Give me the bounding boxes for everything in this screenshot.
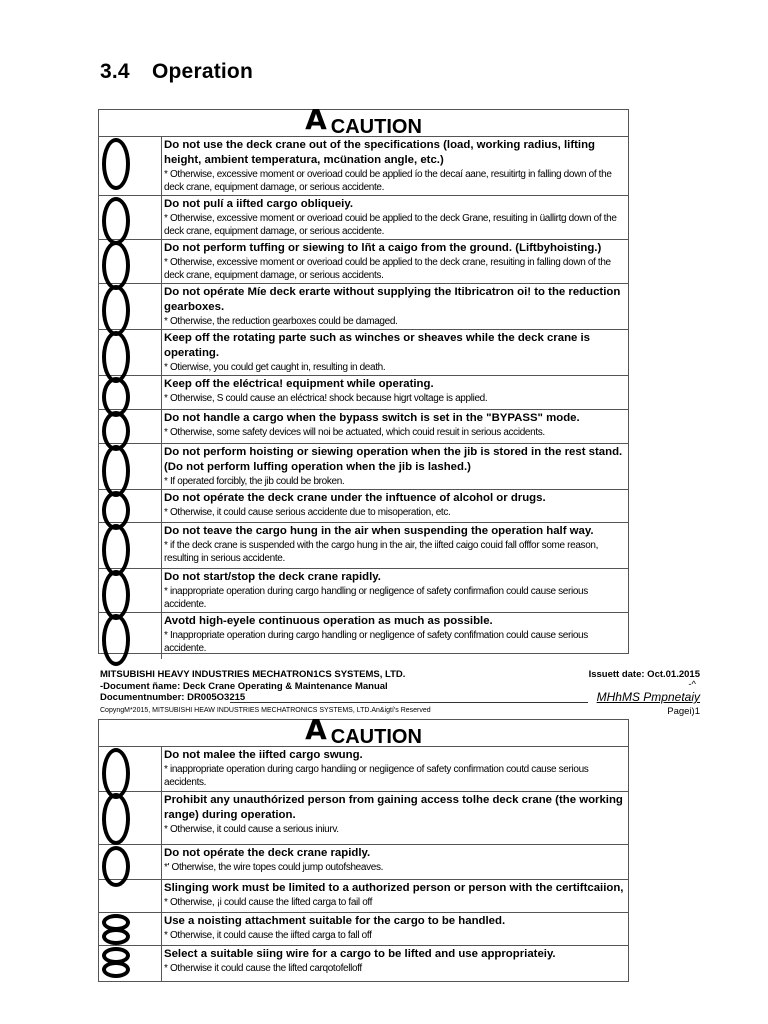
caution-table-1: [99, 136, 628, 659]
warning-triangle-icon: A: [305, 713, 327, 746]
text-cell: [162, 845, 629, 880]
caution-note: * inappropriate operation during cargo handling or negligence of safety confirmafion could cause serious accidente.: [164, 586, 588, 610]
caution-note: * Otherwise, it could cause serious accidente due to misoperation, etc.: [164, 507, 451, 518]
caution-heading: Do not opérate the deck crane rapidly.: [164, 847, 371, 859]
icon-cell: [99, 284, 162, 330]
text-cell: [162, 330, 629, 376]
caution-note: * Otherwise, it could cause a serious iniurv.: [164, 824, 339, 835]
revision-mark: -^: [688, 679, 696, 690]
caution-heading: Do not use the deck crane out of the specifications (load, working radius, lifting height, ambient temperatura, mcünation angle, etc.): [164, 139, 595, 166]
icon-cell: [99, 490, 162, 523]
caution-row: [99, 490, 628, 523]
text-cell: [162, 376, 629, 410]
caution-row: [99, 913, 628, 946]
caution-title-2: CAUTION: [330, 726, 422, 748]
document-name: -Document ñame: Deck Crane Operating & Maintenance Manual: [100, 681, 388, 692]
caution-heading: Use a noisting attachment suitable for the cargo to be handled.: [164, 915, 506, 927]
icon-cell: [99, 913, 162, 946]
caution-note: * Otherwise it could cause the lifted carqotofelloff: [164, 963, 362, 974]
text-cell: [162, 569, 629, 613]
footer-rule: [230, 702, 588, 703]
icon-cell: [99, 845, 162, 880]
section-number: 3.4: [100, 60, 130, 83]
caution-row: [99, 137, 628, 196]
issue-date: Issuett date: Oct.01.2015: [588, 669, 700, 680]
text-cell: [162, 490, 629, 523]
icon-cell: [99, 880, 162, 913]
text-cell: [162, 523, 629, 569]
text-cell: [162, 410, 629, 444]
icon-cell: [99, 523, 162, 569]
prohibition-icon: [102, 197, 130, 245]
caution-heading: Do not perform tuffing or siewing to lñt a caigo from the ground. (Liftbyhoisting.): [164, 242, 602, 254]
caution-note: * Otherwise, excessive moment or overioad could be applied to the deck crane, resuiting in falling down of the deck crane, equipment damage, or serious accidents.: [164, 257, 611, 281]
caution-note: * Inappropriate operation during cargo handling or negligence of safety confifmation could cause serious accidente.: [164, 630, 588, 654]
caution-heading: Do not pulí a iifted cargo obliqueiy.: [164, 198, 354, 210]
text-cell: [162, 137, 629, 196]
caution-row: [99, 523, 628, 569]
caution-heading: Do not opérate Míe deck erarte without supplying the Itibricatron oi! to the reduction gearboxes.: [164, 286, 621, 313]
caution-row: [99, 946, 628, 982]
icon-cell: [99, 330, 162, 376]
caution-note: * if the deck crane is suspended with the cargo hung in the air, the iifted caigo couid fall offfor some reason, resulting in serious accidente.: [164, 540, 599, 564]
caution-row: [99, 747, 628, 792]
mandatory-icon: [102, 947, 132, 978]
text-cell: [162, 792, 629, 845]
caution-row: [99, 196, 628, 240]
caution-note: * Otherwise, ¡i could cause the lifted carga to fail off: [164, 897, 373, 908]
text-cell: [162, 284, 629, 330]
caution-note: * If operated forcibly, the jib could be broken.: [164, 476, 345, 487]
caution-row: [99, 613, 628, 659]
prohibition-icon: [102, 138, 130, 190]
icon-cell: [99, 376, 162, 410]
caution-note: * Otherwise, it could cause the iifted carga to fall off: [164, 930, 372, 941]
caution-heading: Do not malee the iifted cargo swung.: [164, 749, 363, 761]
caution-header-2: [99, 713, 628, 748]
prohibition-icon: [102, 614, 130, 666]
section-title: Operation: [152, 60, 253, 83]
caution-row: [99, 410, 628, 444]
caution-heading: Do not handle a cargo when the bypass switch is set in the "BYPASS" mode.: [164, 412, 580, 424]
icon-cell: [99, 444, 162, 490]
page-footer: [100, 669, 700, 717]
caution-heading: Keep off the rotating parte such as winches or sheaves while the deck crane is operating.: [164, 332, 591, 359]
text-cell: [162, 613, 629, 659]
icon-cell: [99, 792, 162, 845]
prohibition-icon: [102, 793, 130, 845]
caution-note: *' Otherwise, the wire topes could jump outofsheaves.: [164, 862, 384, 873]
warning-triangle-icon: A: [305, 103, 327, 136]
text-cell: [162, 913, 629, 946]
caution-heading: Do not teave the cargo hung in the air when suspending the operation half way.: [164, 525, 594, 537]
icon-cell: [99, 569, 162, 613]
mandatory-icon: [102, 914, 132, 945]
caution-note: * inappropriate operation during cargo handiing or negiigence of safety confirmation coutd cause serious aecidents.: [164, 764, 589, 788]
icon-cell: [99, 196, 162, 240]
prohibition-icon: [102, 285, 130, 336]
proprietary-signature: MHhMS Pmpnetaiy: [596, 690, 700, 704]
text-cell: [162, 880, 629, 913]
caution-note: * Otherwise, S could cause an eléctrica! shock because higrt voltage is applied.: [164, 393, 488, 404]
text-cell: [162, 946, 629, 982]
caution-row: [99, 444, 628, 490]
caution-table-2: [99, 746, 628, 982]
caution-row: [99, 845, 628, 880]
caution-heading: Prohibit any unauthórized person from gaining access tolhe deck crane (the working range) during operation.: [164, 794, 623, 821]
text-cell: [162, 747, 629, 792]
caution-panel-2: [98, 713, 629, 982]
caution-row: [99, 284, 628, 330]
caution-heading: Do not perform hoisting or siewing operation when the jib is stored in the rest stand. (Do not perform luffing operation when the jib is lashed.): [164, 446, 623, 473]
document-number: Documentnumber: DR005O3215: [100, 692, 246, 703]
caution-row: [99, 240, 628, 284]
caution-header: [99, 103, 628, 138]
caution-title: CAUTION: [330, 116, 422, 138]
text-cell: [162, 444, 629, 490]
caution-note: * Otherwise, some safety devices will noi be actuated, which couid resuit in serious accidents.: [164, 427, 545, 438]
company-name: MITSUBISHI HEAVY INDUSTRIES MECHATRON1CS SYSTEMS, LTD.: [100, 669, 406, 680]
caution-heading: Select a suitable siing wire for a cargo to be lifted and use appropriateiy.: [164, 948, 556, 960]
section-heading: [100, 60, 253, 84]
caution-heading: Do not opérate the deck crane under the inftuence of alcohol or drugs.: [164, 492, 546, 504]
icon-cell: [99, 946, 162, 982]
icon-cell: [99, 410, 162, 444]
caution-note: * Otierwise, you could get caught in, resulting in death.: [164, 362, 386, 373]
text-cell: [162, 196, 629, 240]
icon-cell: [99, 747, 162, 792]
icon-cell: [99, 240, 162, 284]
caution-row: [99, 569, 628, 613]
caution-row: [99, 880, 628, 913]
icon-cell: [99, 613, 162, 659]
caution-note: * Otherwise, the reduction gearboxes could be damaged.: [164, 316, 398, 327]
caution-heading: Keep off the eléctrica! equipment while operating.: [164, 378, 434, 390]
caution-row: [99, 376, 628, 410]
text-cell: [162, 240, 629, 284]
caution-heading: Do not start/stop the deck crane rapidly.: [164, 571, 381, 583]
copyright-notice: CopyngM*2015, MITSUBISHI HEAW INDUSTRIES MECHATRONICS SYSTEMS, LTD.An&igtí's Reserved: [100, 707, 431, 714]
caution-row: [99, 792, 628, 845]
caution-heading: Slinging work must be limited to a authorized person or person with the certiftcaiion,: [164, 882, 624, 894]
icon-cell: [99, 137, 162, 196]
page-number: Pagei)1: [667, 706, 700, 717]
caution-note: * Otherwise, excessive moment or overioad could be applied ío the decaí aane, resuitirtg in falling down of the deck crane, equipment damage, or serious accidente.: [164, 169, 612, 193]
caution-heading: Avotd high-eyele continuous operation as much as possible.: [164, 615, 493, 627]
caution-row: [99, 330, 628, 376]
caution-note: * Otherwise, excessive moment or overioad couid be applied to the deck Grane, resuiting in üallirtg down of the deck crane, equipment damage, or serious accidente.: [164, 213, 617, 237]
caution-panel-1: [98, 103, 629, 654]
